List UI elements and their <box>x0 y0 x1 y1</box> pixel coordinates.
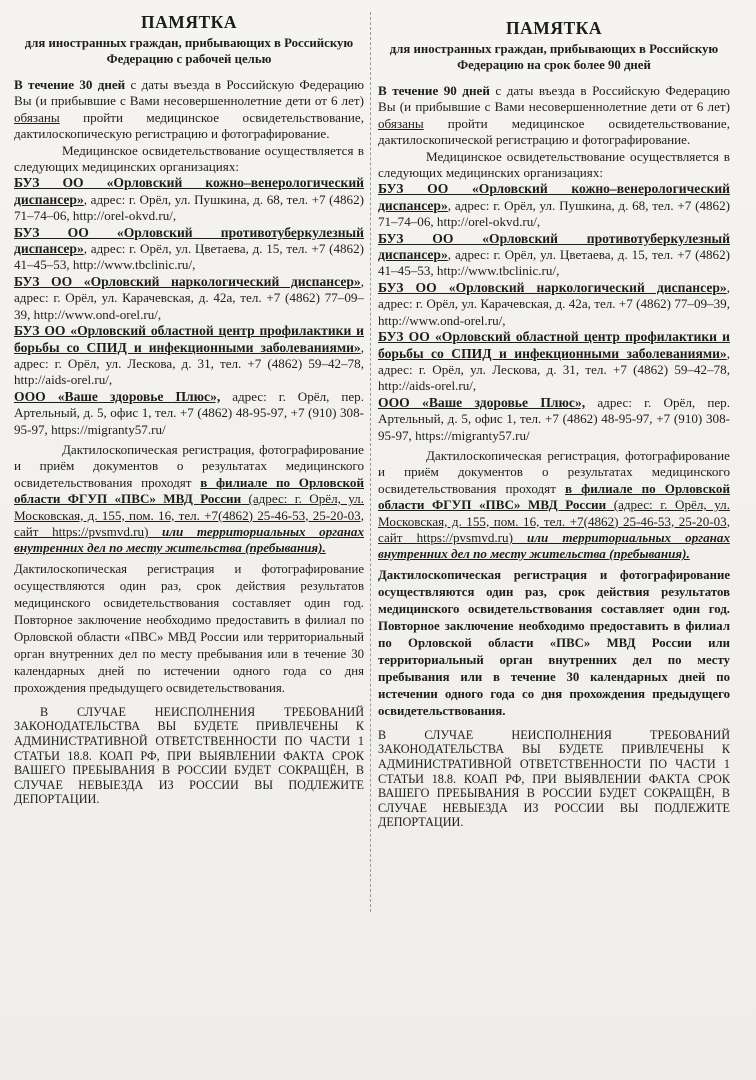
org-details: , адрес: г. Орёл, ул. Карачевская, д. 42а, тел. +7 (4862) 77–09–39, http://www.ond-orel.ru/, <box>378 279 730 328</box>
org-details: , адрес: г. Орёл, ул. Цветаева, д. 15, тел. +7 (4862) 41–45–53, http://www.tbclinic.ru/, <box>378 247 730 279</box>
org-name: БУЗ ОО «Орловский противотуберкулезный диспансер» <box>14 224 364 257</box>
org-item <box>14 274 364 323</box>
org-name: БУЗ ОО «Орловский областной центр профилактики и борьбы со СПИД и инфекционными заболеваниями» <box>378 329 730 361</box>
org-item <box>14 175 364 224</box>
org-item <box>14 225 364 274</box>
memo-title: ПАМЯТКА <box>506 18 602 38</box>
org-details: , адрес: г. Орёл, ул. Цветаева, д. 15, тел. +7 (4862) 41–45–53, http://www.tbclinic.ru/, <box>14 241 364 273</box>
org-details: , адрес: г. Орёл, ул. Лескова, д. 31, тел. +7 (4862) 59–42–78, http://aids-orel.ru/, <box>378 345 730 394</box>
memo-right <box>378 10 730 830</box>
medical-intro: Медицинское освидетельствование осуществляется в следующих медицинских организациях: <box>378 148 730 181</box>
alternative-organs: или территориальных органах внутренних дел по месту жительства (пребывания). <box>378 529 730 562</box>
deadline-text: В течение 30 дней <box>14 77 126 92</box>
org-details: , адрес: г. Орёл, ул. Пушкина, д. 68, тел. +7 (4862) 71–74–06, http://orel-okvd.ru/, <box>378 197 730 230</box>
memo-left <box>14 10 364 807</box>
org-details: , адрес: г. Орёл, ул. Лескова, д. 31, тел. +7 (4862) 59–42–78, http://aids-orel.ru/, <box>14 339 364 388</box>
org-item <box>378 280 730 329</box>
intro-paragraph <box>14 77 364 143</box>
org-name: БУЗ ОО «Орловский наркологический диспансер» <box>378 279 727 295</box>
org-name: БУЗ ОО «Орловский областной центр профилактики и борьбы со СПИД и инфекционными заболеваниями» <box>14 323 364 355</box>
org-name: БУЗ ОО «Орловский кожно–венерологический диспансер» <box>14 175 364 207</box>
org-details: , адрес: г. Орёл, ул. Пушкина, д. 68, тел. +7 (4862) 71–74–06, http://orel-okvd.ru/, <box>14 191 364 224</box>
alternative-organs: или территориальных органах внутренних дел по месту жительства (пребывания). <box>14 523 364 556</box>
org-item <box>378 181 730 230</box>
org-details: адрес: г. Орёл, пер. Артельный, д. 5, офис 1, тел. +7 (4862) 48-95-97, +7 (910) 308-95-97, https://migranty57.ru/ <box>14 388 364 437</box>
intro-tail: пройти медицинское освидетельствование, дактилоскопическую регистрацию и фотографирование. <box>14 109 364 142</box>
memo-title: ПАМЯТКА <box>141 12 237 32</box>
org-name: ООО «Ваше здоровье Плюс», <box>378 394 586 410</box>
org-name: БУЗ ОО «Орловский наркологический диспансер» <box>14 273 361 289</box>
medical-intro: Медицинское освидетельствование осуществляется в следующих медицинских организациях: <box>14 142 364 175</box>
column-divider <box>370 12 371 912</box>
branch-address: (адрес: г. Орёл, ул. Московская, д. 155, пом. 16, тел. +7(4862) 25-46-53, 25-20-03, сайт https://pvsmvd.ru) <box>378 497 730 545</box>
memo-subtitle: для иностранных граждан, прибывающих в Российскую Федерацию на срок более 90 дней <box>389 42 719 72</box>
branch-name: в филиале по Орловской области ФГУП «ПВС» МВД России <box>378 480 730 513</box>
org-name: БУЗ ОО «Орловский кожно–венерологический диспансер» <box>378 181 730 213</box>
org-item <box>14 389 364 438</box>
obligated-text: обязаны <box>14 109 60 125</box>
fingerprint-paragraph <box>14 442 364 557</box>
org-item <box>14 323 364 389</box>
intro-paragraph <box>378 83 730 149</box>
org-item <box>378 329 730 395</box>
obligated-text: обязаны <box>378 115 424 131</box>
org-item <box>378 395 730 444</box>
org-item <box>378 231 730 280</box>
intro-text: с даты въезда в Российскую Федерацию Вы (и прибывшие с Вами несовершеннолетние дети от 6 лет) <box>14 77 364 109</box>
branch-address: (адрес: г. Орёл, ул. Московская, д. 155, пом. 16, тел. +7(4862) 25-46-53, 25-20-03, сайт https://pvsmvd.ru) <box>14 491 364 539</box>
org-name: БУЗ ОО «Орловский противотуберкулезный диспансер» <box>378 230 730 263</box>
intro-text: с даты въезда в Российскую Федерацию Вы (и прибывшие с Вами несовершеннолетние дети от 6 лет) <box>378 83 730 115</box>
warning-text: В СЛУЧАЕ НЕИСПОЛНЕНИЯ ТРЕБОВАНИЙ ЗАКОНОДАТЕЛЬСТВА ВЫ БУДЕТЕ ПРИВЛЕЧЕНЫ К АДМИНИСТРАТИВНОЙ ОТВЕТСТВЕННОСТИ ПО ЧАСТИ 1 СТАТЬИ 18.8. КОАП РФ, ПРИ ВЫЯВЛЕНИИ ФАКТА СРОК ВАШЕГО ПРЕБЫВАНИЯ В РОССИИ БУДЕТ СОКРАЩЁН, В СЛУЧАЕ НЕВЫЕЗДА ИЗ РОССИИ ВЫ ПОДЛЕЖИТЕ ДЕПОРТАЦИИ. <box>14 704 364 807</box>
branch-name: в филиале по Орловской области ФГУП «ПВС» МВД России <box>14 474 364 507</box>
deadline-text: В течение 90 дней <box>378 83 490 98</box>
fingerprint-intro: Дактилоскопическая регистрация, фотографирование и приём документов о результатах медицинского освидетельствования проходят <box>14 441 364 490</box>
fingerprint-intro: Дактилоскопическая регистрация, фотографирование и приём документов о результатах медицинского освидетельствования проходят <box>378 447 730 496</box>
once-paragraph: Дактилоскопическая регистрация и фотографирование осуществляются один раз, срок действия результатов медицинского освидетельствования составляет один год. Повторное заключение необходимо предоставить в филиал по Орловской области «ПВС» МВД России или территориальный орган внутренних дел по месту пребывания или в течение 30 календарных дней по истечении одного года со дня прохождения предыдущего освидетельствования. <box>14 561 364 695</box>
once-paragraph: Дактилоскопическая регистрация и фотографирование осуществляются один раз, срок действия результатов медицинского освидетельствования составляет один год. Повторное заключение необходимо предоставить в филиал по Орловской области «ПВС» МВД России или территориальный орган внутренних дел по месту пребывания или в течение 30 календарных дней по истечении одного года со дня прохождения предыдущего освидетельствования. <box>378 567 730 718</box>
org-name: ООО «Ваше здоровье Плюс», <box>14 388 221 404</box>
warning-text: В СЛУЧАЕ НЕИСПОЛНЕНИЯ ТРЕБОВАНИЙ ЗАКОНОДАТЕЛЬСТВА ВЫ БУДЕТЕ ПРИВЛЕЧЕНЫ К АДМИНИСТРАТИВНОЙ ОТВЕТСТВЕННОСТИ ПО ЧАСТИ 1 СТАТЬИ 18.8. КОАП РФ, ПРИ ВЫЯВЛЕНИИ ФАКТА СРОК ВАШЕГО ПРЕБЫВАНИЯ В РОССИИ БУДЕТ СОКРАЩЁН, В СЛУЧАЕ НЕВЫЕЗДА ИЗ РОССИИ ВЫ ПОДЛЕЖИТЕ ДЕПОРТАЦИИ. <box>378 727 730 830</box>
org-details: , адрес: г. Орёл, ул. Карачевская, д. 42а, тел. +7 (4862) 77–09–39, http://www.ond-orel.ru/, <box>14 273 364 322</box>
intro-tail: пройти медицинское освидетельствование, дактилоскопической регистрацию и фотографирование. <box>378 115 730 148</box>
memo-subtitle: для иностранных граждан, прибывающих в Российскую Федерацию с рабочей целью <box>24 36 354 66</box>
org-details: адрес: г. Орёл, пер. Артельный, д. 5, офис 1, тел. +7 (4862) 48-95-97, +7 (910) 308-95-97, https://migranty57.ru/ <box>378 394 730 443</box>
fingerprint-paragraph <box>378 448 730 563</box>
